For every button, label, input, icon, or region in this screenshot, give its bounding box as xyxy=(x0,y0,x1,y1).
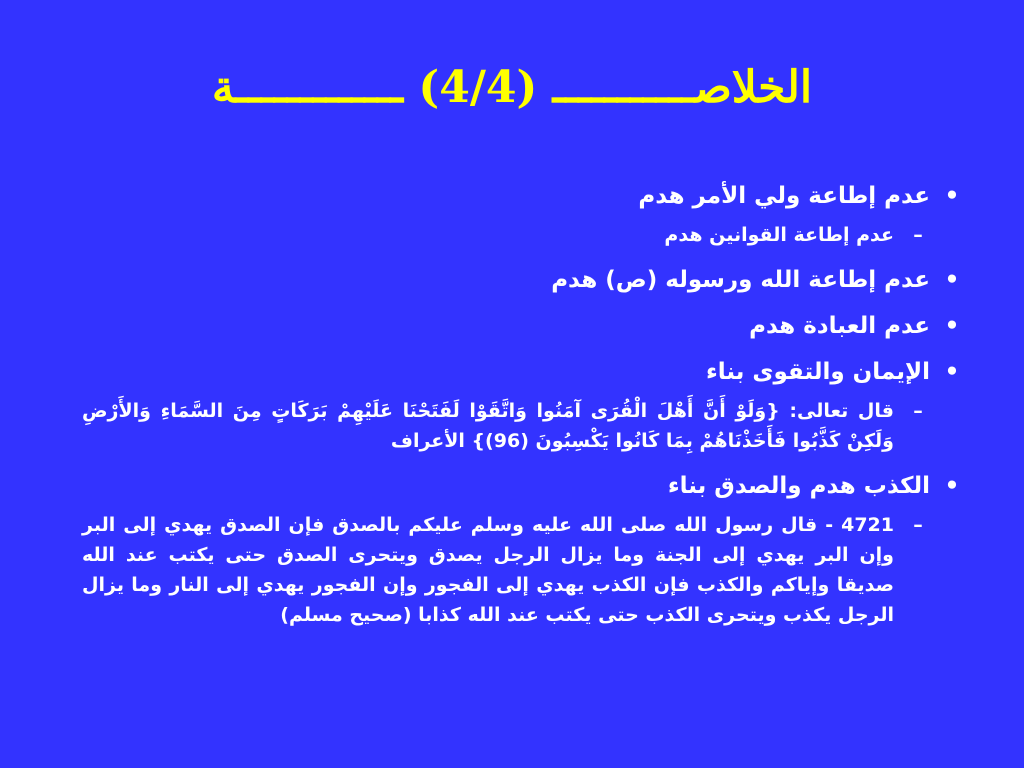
dash-mark: – xyxy=(913,514,923,536)
bullet-text: عدم إطاعة الله ورسوله (ص) هدم xyxy=(551,267,930,293)
bullet-item xyxy=(82,310,962,342)
bullet-item xyxy=(82,356,962,388)
bullet-text: عدم العبادة هدم xyxy=(749,313,930,339)
sub-item-quran-verse xyxy=(82,396,962,456)
slide-content xyxy=(82,180,962,644)
bullet-text: الإيمان والتقوى بناء xyxy=(705,359,930,385)
bullet-mark: • xyxy=(944,183,960,209)
sub-item-hadith xyxy=(82,510,962,630)
bullet-item xyxy=(82,470,962,502)
bullet-text: عدم إطاعة ولي الأمر هدم xyxy=(638,183,930,209)
bullet-mark: • xyxy=(944,359,960,385)
dash-mark: – xyxy=(913,224,923,246)
bullet-mark: • xyxy=(944,267,960,293)
bullet-text: الكذب هدم والصدق بناء xyxy=(667,473,930,499)
sub-text: قال تعالى: {وَلَوْ أَنَّ أَهْلَ الْقُرَى آمَنُوا وَاتَّقَوْا لَفَتَحْنَا عَلَيْهِمْ بَرَكَاتٍ مِنَ السَّمَاءِ وَالأَرْضِ وَلَكِنْ كَذَّبُوا فَأَخَذْنَاهُمْ بِمَا كَانُوا يَكْسِبُونَ (96)} الأعراف xyxy=(82,400,894,452)
bullet-item xyxy=(82,264,962,296)
sub-item xyxy=(82,220,962,250)
bullet-mark: • xyxy=(944,473,960,499)
sub-text: 4721 - قال رسول الله صلى الله عليه وسلم عليكم بالصدق فإن الصدق يهدي إلى البر وإن البر يهدي إلى الجنة وما يزال الرجل يصدق ويتحرى الصدق حتى يكتب عند الله صديقا وإياكم والكذب فإن الكذب يهدي إلى الفجور وإن الفجور يهدي إلى النار وما يزال الرجل يكذب ويتحرى الكذب حتى يكتب عند الله كذابا (صحيح مسلم) xyxy=(82,514,894,626)
sub-text: عدم إطاعة القوانين هدم xyxy=(664,224,894,246)
slide-title: الخلاصـــــــــــ (4/4) ـــــــــــــة xyxy=(211,62,813,113)
dash-mark: – xyxy=(913,400,923,422)
bullet-item xyxy=(82,180,962,212)
bullet-mark: • xyxy=(944,313,960,339)
